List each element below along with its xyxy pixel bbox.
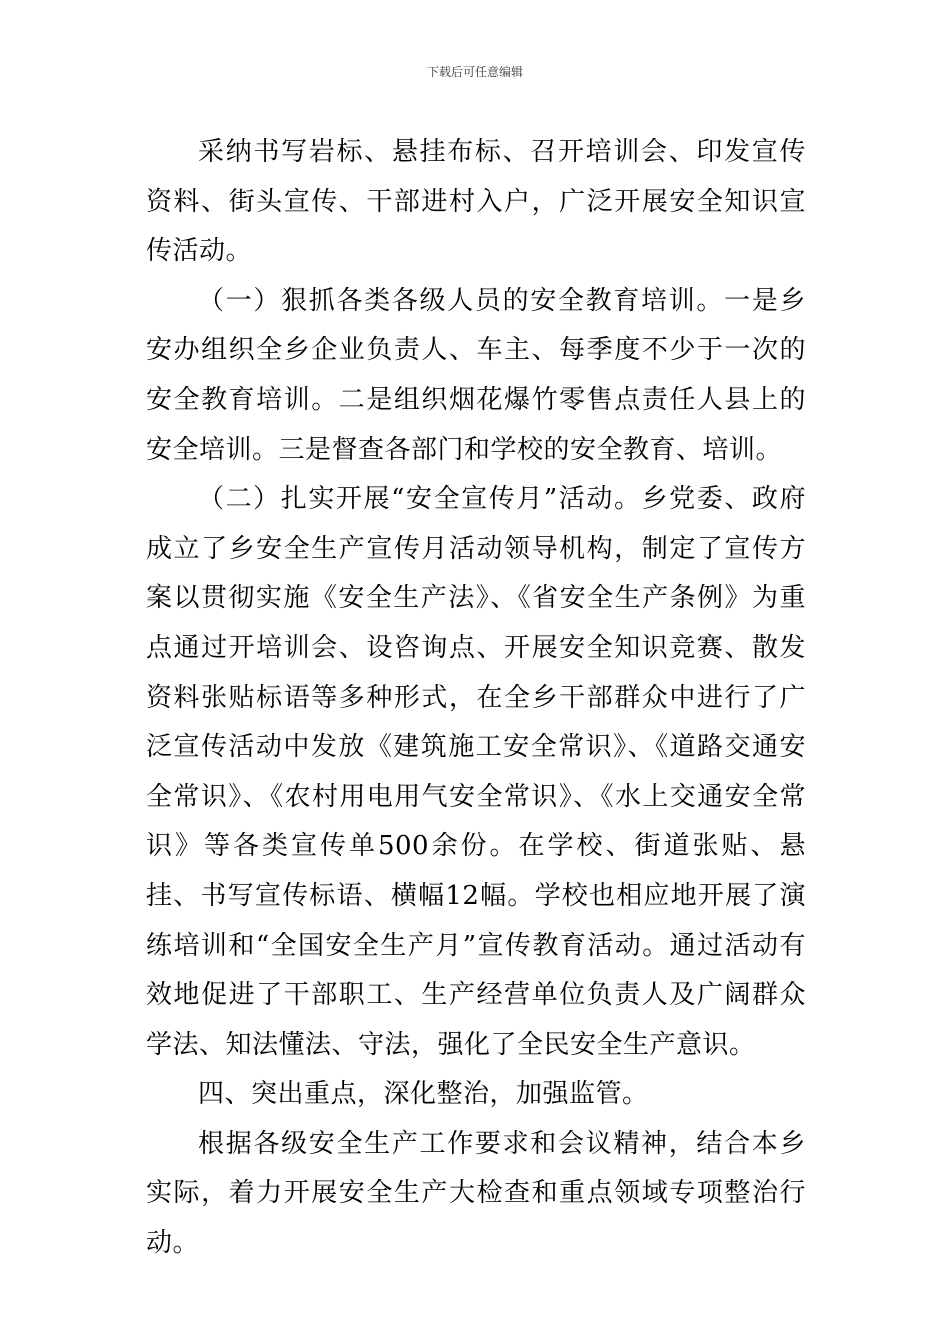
section-heading-four: 四、突出重点，深化整治，加强监管。 (198, 1079, 649, 1110)
paragraph-publicity-methods: 采纳书写岩标、悬挂布标、召开培训会、印发宣传资料、街头宣传、干部进村入户，广泛开展安全知识宣传活动。 (146, 137, 806, 267)
paragraph-safety-training: （一）狠抓各类各级人员的安全教育培训。一是乡安办组织全乡企业负责人、车主、每季度不少于一次的安全教育培训。二是组织烟花爆竹零售点责任人县上的安全培训。三是督查各部门和学校的安全教育、培训。 (146, 285, 806, 465)
page-header-note: 下载后可任意编辑 (426, 65, 523, 79)
document-body (146, 128, 806, 1269)
paragraph-inspection: 根据各级安全生产工作要求和会议精神，结合本乡实际，着力开展安全生产大检查和重点领域专项整治行动。 (146, 1128, 806, 1259)
paragraph-safety-month: （二）扎实开展“安全宣传月”活动。乡党委、政府成立了乡安全生产宣传月活动领导机构，制定了宣传方案以贯彻实施《安全生产法》、《省安全生产条例》为重点通过开培训会、设咨询点、开展安全知识竞赛、散发资料张贴标语等多种形式，在全乡干部群众中进行了广泛宣传活动中发放《建筑施工安全常识》、《道路交通安全常识》、《农村用电用气安全常识》、《水上交通安全常识》等各类宣传单500余份。在学校、街道张贴、悬挂、书写宣传标语、横幅12幅。学校也相应地开展了演练培训和“全国安全生产月”宣传教育活动。通过活动有效地促进了干部职工、生产经营单位负责人及广阔群众学法、知法懂法、守法，强化了全民安全生产意识。 (146, 484, 806, 1060)
